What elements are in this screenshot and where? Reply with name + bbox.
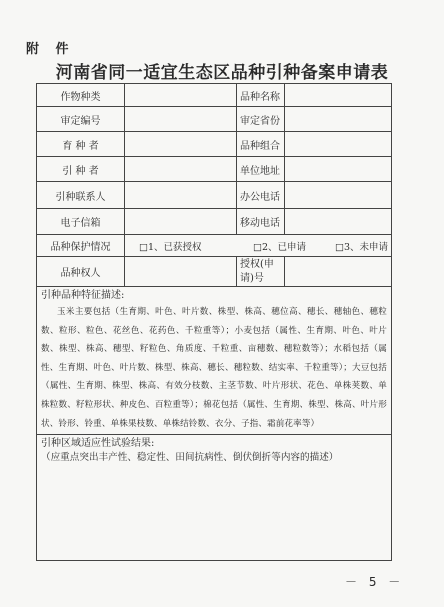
form-row-contact <box>37 182 391 209</box>
section-traits <box>37 287 391 435</box>
field-unit-address[interactable] <box>285 157 391 181</box>
field-approval-province[interactable] <box>285 107 391 131</box>
attachment-label: 附 件 <box>26 42 75 57</box>
label-contact-person: 引种联系人 <box>37 182 125 208</box>
checkbox-not-applied[interactable]: □3、未申请 <box>335 241 389 253</box>
label-protection: 品种保护情况 <box>37 235 125 256</box>
traits-title: 引种品种特征描述: <box>41 290 125 301</box>
form-row-protection <box>37 235 391 257</box>
label-variety-name: 品种名称 <box>237 84 285 106</box>
field-crop-type[interactable] <box>125 84 237 106</box>
adaptability-title: 引种区域适应性试验结果: <box>41 438 155 449</box>
checkbox-applied[interactable]: □2、已申请 <box>253 241 307 253</box>
field-email[interactable] <box>125 209 237 234</box>
application-form <box>36 83 392 561</box>
checkbox-authorized[interactable]: □1、已获授权 <box>139 241 202 253</box>
label-approval-number: 审定编号 <box>37 107 125 131</box>
form-row-crop-type <box>37 84 391 107</box>
field-rights-holder[interactable] <box>125 257 237 286</box>
page-number: － 5 － <box>345 575 405 589</box>
field-office-phone[interactable] <box>285 182 391 208</box>
form-row-email <box>37 209 391 235</box>
field-breeder[interactable] <box>125 132 237 156</box>
page-title: 河南省同一适宜生态区品种引种备案申请表 <box>55 63 389 83</box>
form-row-breeder <box>37 132 391 157</box>
traits-description: 玉米主要包括（生育期、叶色、叶片数、株型、株高、穗位高、穗长、穗轴色、穗粒数、粒形、粒色、花丝色、花药色、千粒重等）；小麦包括（属性、生育期、叶色、叶片数、株型、株高、穗型、籽粒色、角质度、千粒重、亩穗数、穗粒数等）；水稻包括（属性、生育期、叶色、叶片数、株型、株高、穗长、穗粒数、结实率、千粒重等）；大豆包括（属性、生育期、株型、株高、有效分枝数、主茎节数、叶片形状、花色、单株荚数、单株粒数、籽粒形状、种皮色、百粒重等）；棉花包括（属性、生育期、株型、株高、叶片形状、铃形、铃重、单株果枝数、单株结铃数、衣分、子指、霜前花率等） <box>41 307 387 429</box>
form-row-approval-number <box>37 107 391 132</box>
field-introducer[interactable] <box>125 157 237 181</box>
label-unit-address: 单位地址 <box>237 157 285 181</box>
label-office-phone: 办公电话 <box>237 182 285 208</box>
label-breeder: 育 种 者 <box>37 132 125 156</box>
form-row-rights-holder <box>37 257 391 287</box>
label-mobile-phone: 移动电话 <box>237 209 285 234</box>
label-rights-holder: 品种权人 <box>37 257 125 286</box>
protection-options <box>125 235 391 256</box>
field-contact-person[interactable] <box>125 182 237 208</box>
label-email: 电子信箱 <box>37 209 125 234</box>
field-variety-name[interactable] <box>285 84 391 106</box>
label-crop-type: 作物种类 <box>37 84 125 106</box>
label-variety-combination: 品种组合 <box>237 132 285 156</box>
field-authorization-number[interactable] <box>285 257 391 286</box>
label-authorization-number: 授权(申请)号 <box>237 257 285 286</box>
section-adaptability <box>37 435 391 560</box>
field-variety-combination[interactable] <box>285 132 391 156</box>
form-row-introducer <box>37 157 391 182</box>
field-mobile-phone[interactable] <box>285 209 391 234</box>
adaptability-note[interactable]: （应重点突出丰产性、稳定性、田间抗病性、倒伏倒折等内容的描述） <box>41 452 339 463</box>
label-approval-province: 审定省份 <box>237 107 285 131</box>
field-approval-number[interactable] <box>125 107 237 131</box>
label-introducer: 引 种 者 <box>37 157 125 181</box>
